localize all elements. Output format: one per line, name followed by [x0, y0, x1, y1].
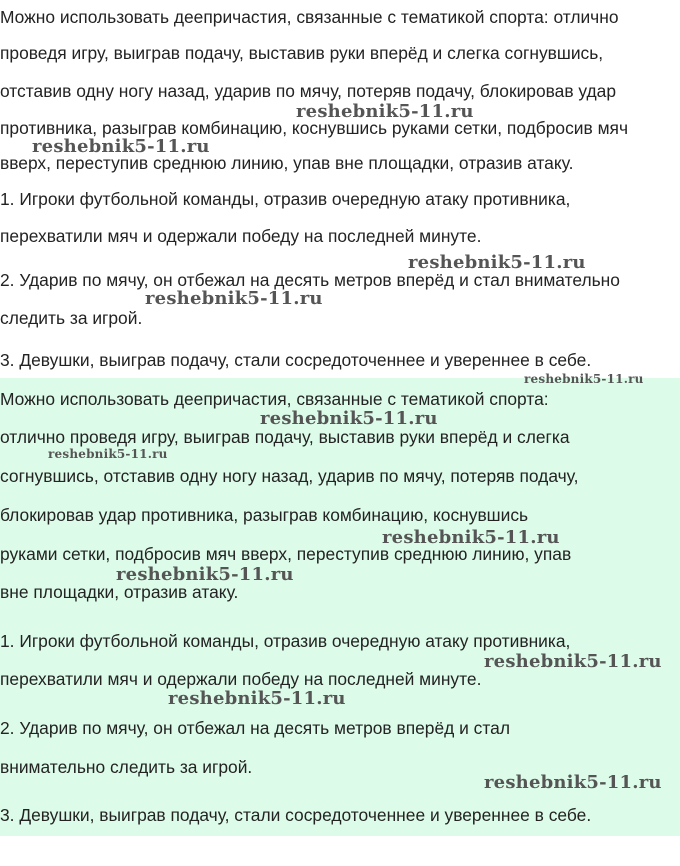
answer-line: вне площадки, отразив атаку. [0, 582, 239, 602]
original-line: противника, разыграв комбинацию, коснувшись руками сетки, подбросив мяч [0, 118, 628, 138]
watermark: reshebnik5-11.ru [260, 408, 438, 429]
original-line: вверх, переступив среднюю линию, упав вне площадки, отразив атаку. [0, 153, 574, 173]
watermark: reshebnik5-11.ru [484, 651, 662, 672]
original-line: следить за игрой. [0, 308, 143, 328]
watermark: reshebnik5-11.ru [524, 372, 644, 386]
answer-line: внимательно следить за игрой. [0, 757, 253, 777]
original-line: 3. Девушки, выиграв подачу, стали сосредоточеннее и увереннее в себе. [0, 350, 592, 370]
original-line: Можно использовать деепричастия, связанные с тематикой спорта: отлично [0, 7, 619, 27]
watermark: reshebnik5-11.ru [32, 136, 210, 157]
answer-line: 2. Ударив по мячу, он отбежал на десять метров вперёд и стал [0, 718, 510, 738]
original-line: отставив одну ногу назад, ударив по мячу, потеряв подачу, блокировав удар [0, 81, 617, 101]
answer-line: согнувшись, отставив одну ногу назад, ударив по мячу, потеряв подачу, [0, 466, 579, 486]
original-line: проведя игру, выиграв подачу, выставив руки вперёд и слегка согнувшись, [0, 43, 604, 63]
original-line: 1. Игроки футбольной команды, отразив очередную атаку противника, [0, 189, 571, 209]
watermark: reshebnik5-11.ru [408, 252, 586, 273]
original-line: 2. Ударив по мячу, он отбежал на десять метров вперёд и стал внимательно [0, 270, 620, 290]
watermark: reshebnik5-11.ru [296, 101, 474, 122]
answer-line: 1. Игроки футбольной команды, отразив очередную атаку противника, [0, 631, 571, 651]
watermark: reshebnik5-11.ru [382, 527, 560, 548]
watermark: reshebnik5-11.ru [48, 447, 168, 461]
answer-line: перехватили мяч и одержали победу на последней минуте. [0, 669, 482, 689]
watermark: reshebnik5-11.ru [116, 564, 294, 585]
watermark: reshebnik5-11.ru [168, 688, 346, 709]
answer-line: Можно использовать деепричастия, связанные с тематикой спорта: [0, 389, 549, 409]
original-line: перехватили мяч и одержали победу на последней минуте. [0, 226, 482, 246]
answer-line: 3. Девушки, выиграв подачу, стали сосредоточеннее и увереннее в себе. [0, 805, 592, 825]
answer-line: блокировав удар противника, разыграв комбинацию, коснувшись [0, 505, 529, 525]
answer-line: руками сетки, подбросив мяч вверх, переступив среднюю линию, упав [0, 544, 572, 564]
watermark: reshebnik5-11.ru [484, 772, 662, 793]
watermark: reshebnik5-11.ru [145, 288, 323, 309]
answer-line: отлично проведя игру, выиграв подачу, выставив руки вперёд и слегка [0, 427, 570, 447]
